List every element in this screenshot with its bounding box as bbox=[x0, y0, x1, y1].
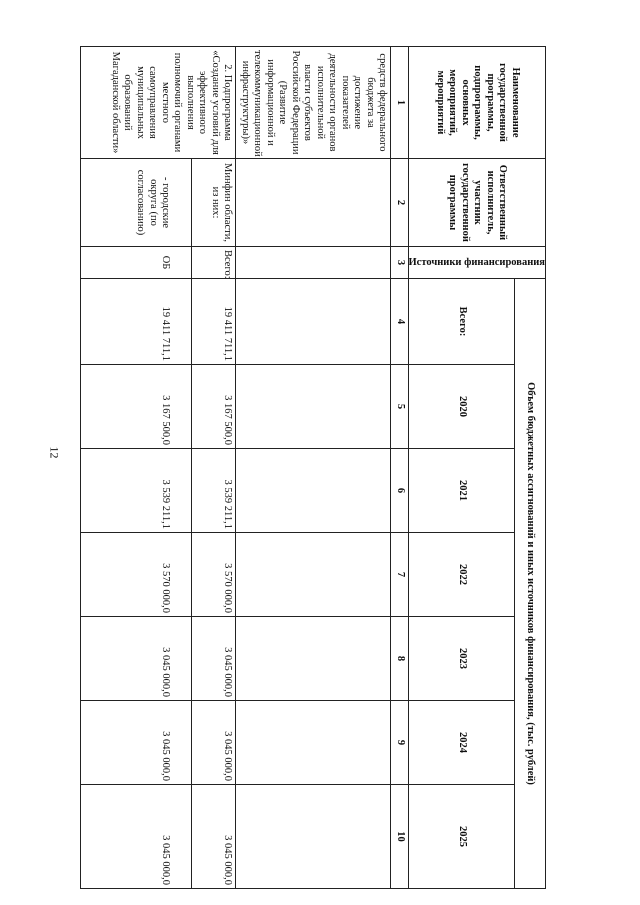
table-row bbox=[236, 47, 391, 889]
index-cell: 6 bbox=[391, 449, 409, 533]
row-name: средств федерального бюджета за достижение показателей деятельности органов исполнительной власти субъектов Российской Федерации (Развитие информационной и телекоммуникационной инфраструктуры)» bbox=[236, 47, 391, 159]
financing-table-page bbox=[80, 46, 546, 885]
row-name: 2. Подпрограмма «Создание условий для эффективного выполнения полномочий органами местного самоуправления муниципальных образований Магаданской области» bbox=[81, 47, 236, 159]
row-value-2021 bbox=[236, 449, 391, 533]
index-cell: 8 bbox=[391, 617, 409, 701]
row-source: ОБ bbox=[81, 247, 192, 279]
row-value-2020: 3 167 500,0 bbox=[81, 365, 192, 449]
row-value-2021: 3 539 211,1 bbox=[192, 449, 236, 533]
row-value-2022: 3 570 000,0 bbox=[192, 533, 236, 617]
index-cell: 1 bbox=[391, 47, 409, 159]
table-row bbox=[192, 47, 236, 889]
row-value-2021: 3 539 211,1 bbox=[81, 449, 192, 533]
index-cell: 4 bbox=[391, 279, 409, 365]
header-name: Наименование государственной программы, подпрограммы, основных мероприятий, мероприятий bbox=[408, 47, 545, 159]
index-cell: 5 bbox=[391, 365, 409, 449]
row-executor bbox=[236, 159, 391, 247]
index-cell: 9 bbox=[391, 701, 409, 785]
row-source bbox=[236, 247, 391, 279]
header-total: Всего: bbox=[408, 279, 515, 365]
index-cell: 10 bbox=[391, 785, 409, 889]
row-value-2022: 3 570 000,0 bbox=[81, 533, 192, 617]
row-value-2023: 3 045 000,0 bbox=[81, 617, 192, 701]
row-value-2020: 3 167 500,0 bbox=[192, 365, 236, 449]
header-year-2023: 2023 bbox=[408, 617, 515, 701]
row-value-2024: 3 045 000,0 bbox=[192, 701, 236, 785]
header-group-title: Объем бюджетных ассигнований и иных источников финансирования, (тыс. рублей) bbox=[515, 279, 546, 889]
row-value-2020 bbox=[236, 365, 391, 449]
row-executor: - городские округа (по согласованию) bbox=[81, 159, 192, 247]
header-year-2020: 2020 bbox=[408, 365, 515, 449]
header-year-2024: 2024 bbox=[408, 701, 515, 785]
index-cell: 3 bbox=[391, 247, 409, 279]
header-source bbox=[408, 247, 545, 279]
header-year-2022: 2022 bbox=[408, 533, 515, 617]
row-total: 19 411 711,1 bbox=[81, 279, 192, 365]
header-source-label: Источники финансирования bbox=[408, 256, 545, 268]
row-source: Всего: bbox=[192, 247, 236, 279]
row-value-2023 bbox=[236, 617, 391, 701]
header-year-2025: 2025 bbox=[408, 785, 515, 889]
header-year-2021: 2021 bbox=[408, 449, 515, 533]
index-row bbox=[391, 47, 409, 889]
row-value-2025 bbox=[236, 785, 391, 889]
row-executor: Минфин области, из них: bbox=[192, 159, 236, 247]
row-value-2022 bbox=[236, 533, 391, 617]
row-value-2024: 3 045 000,0 bbox=[81, 701, 192, 785]
page-number: 12 bbox=[47, 446, 62, 459]
row-value-2025: 3 045 000,0 bbox=[81, 785, 192, 889]
row-total bbox=[236, 279, 391, 365]
header-executor: Ответственный исполнитель, участник государственной программы bbox=[408, 159, 545, 247]
row-value-2025: 3 045 000,0 bbox=[192, 785, 236, 889]
index-cell: 2 bbox=[391, 159, 409, 247]
index-cell: 7 bbox=[391, 533, 409, 617]
row-value-2023: 3 045 000,0 bbox=[192, 617, 236, 701]
financing-table bbox=[80, 46, 546, 889]
table-row bbox=[81, 47, 192, 889]
row-total: 19 411 711,1 bbox=[192, 279, 236, 365]
row-value-2024 bbox=[236, 701, 391, 785]
